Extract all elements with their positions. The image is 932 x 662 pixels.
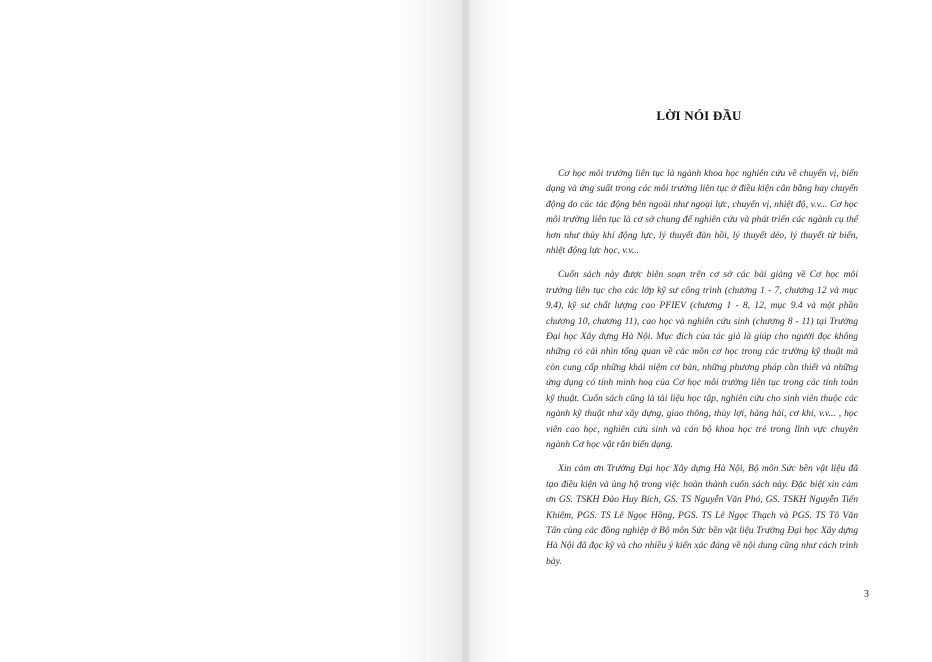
paragraph-2: Cuốn sách này được biên soạn trên cơ sở các bài giảng về Cơ học môi trường liên tục cho các lớp kỹ sư công trình (chương 1 - 7, chương 12 và mục 9.4), kỹ sư chất lượng cao PFIEV (chương 1 - 8, 12, mục 9.4 và một phần chương 10, chương 11), cao học và nghiên cứu sinh (chương 8 - 11) tại Trường Đại học Xây dựng Hà Nội. Mục đích của tác giả là giúp cho người đọc không những có cái nhìn tổng quan về các môn cơ học trong các trường kỹ thuật mà còn cung cấp những khái niệm cơ bản, những phương pháp cần thiết và những ứng dụng có tính minh hoạ của Cơ học môi trường liên tục trong các tính toán kỹ thuật. Cuốn sách cũng là tài liệu học tập, nghiên cứu cho sinh viên thuộc các ngành kỹ thuật như xây dựng, giao thông, thủy lợi, hàng hải, cơ khí, v.v... , học viên cao học, nghiên cứu sinh và cán bộ khoa học trẻ trong lĩnh vực chuyên ngành Cơ học vật rắn biến dạng. [546,269,858,450]
page-title: LỜI NÓI ĐẦU [656,108,742,123]
book-gutter [462,0,470,662]
page-number: 3 [864,589,869,600]
preface-body [546,166,858,578]
paragraph-3: Xin cảm ơn Trường Đại học Xây dựng Hà Nội, Bộ môn Sức bền vật liệu đã tạo điều kiện và ủng hộ trong việc hoàn thành cuốn sách này. Đặc biệt xin cảm ơn GS. TSKH Đào Huy Bích, GS. TS Nguyễn Văn Phó, GS. TSKH Nguyễn Tiến Khiêm, PGS. TS Lê Ngọc Hồng, PGS. TS Lê Ngọc Thạch và PGS. TS Tô Văn Tấn cùng các đồng nghiệp ở Bộ môn Sức bền vật liệu Trường Đại học Xây dựng Hà Nội đã đọc kỹ và cho nhiều ý kiến xác đáng về nội dung cũng như cách trình bày. [546,463,858,567]
paragraph-1: Cơ học môi trường liên tục là ngành khoa học nghiên cứu về chuyển vị, biến dạng và ứng suất trong các môi trường liên tục ở điều kiện cân bằng hay chuyển động do các tác động bên ngoài như ngoại lực, chuyển vị, nhiệt độ, v.v... Cơ học môi trường liên tục là cơ sở chung để nghiên cứu và phát triển các ngành cụ thể hơn như thủy khí động lực, lý thuyết đàn hồi, lý thuyết dẻo, lý thuyết từ biến, nhiệt động lực học, v.v... [546,168,858,257]
